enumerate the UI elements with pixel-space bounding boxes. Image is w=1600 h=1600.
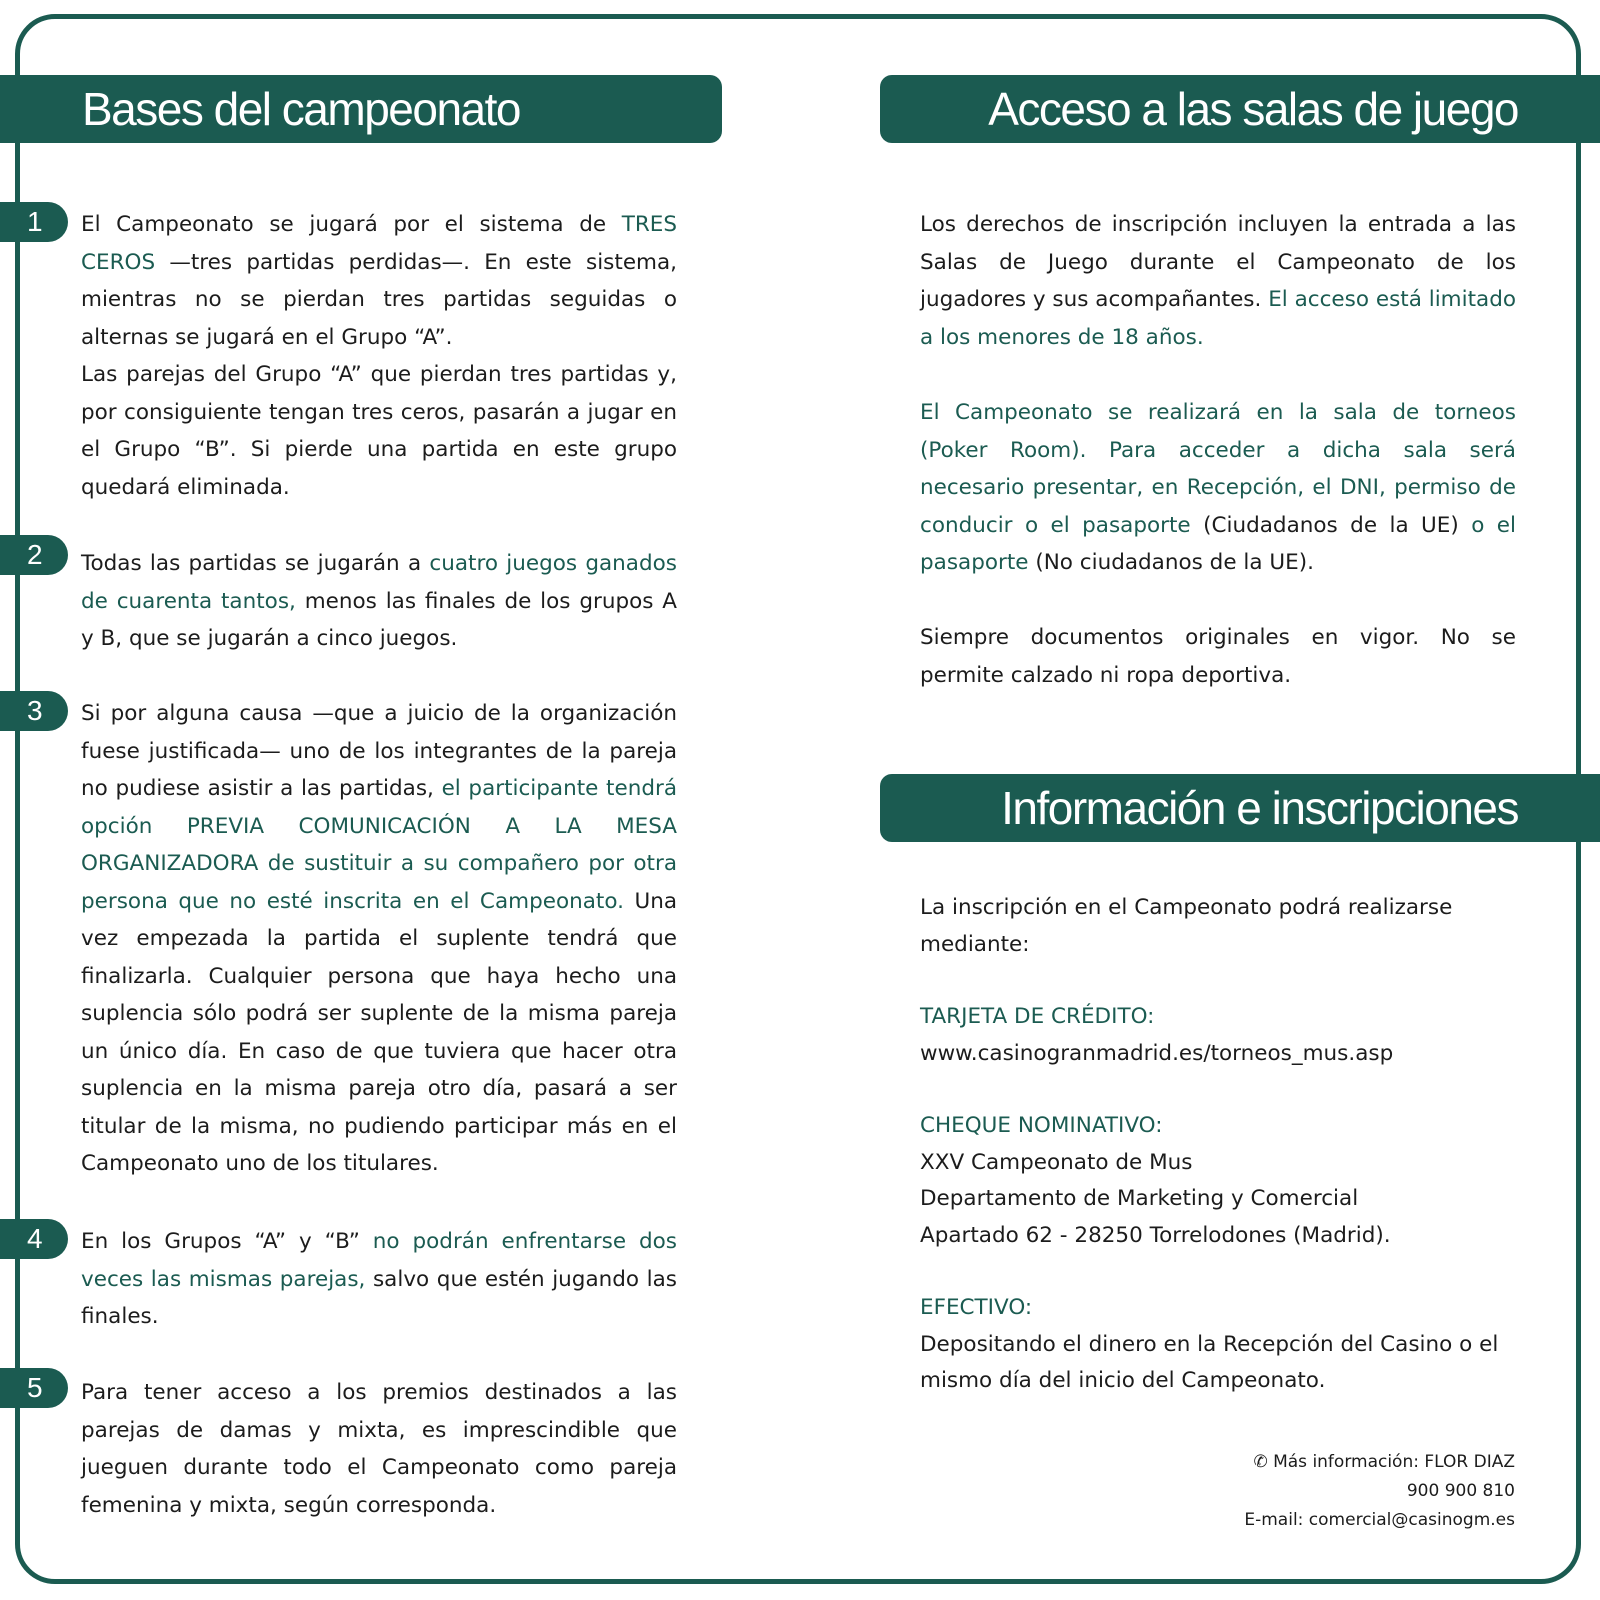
contact-name: Más información: FLOR DIAZ [1273, 1452, 1515, 1472]
bases-item-3-highlight: el participante tendrá opción PREVIA COMUNICACIÓN A LA MESA ORGANIZADORA de sustituir a su compañero por otra persona que no esté inscrita en el Campeonato. [81, 776, 677, 914]
bases-item-4-text-a: En los Grupos “A” y “B” [81, 1229, 373, 1254]
phone-icon: ✆ [1253, 1452, 1274, 1472]
bases-item-2-text-c: menos las finales de los grupos A y B, que se jugarán a cinco juegos. [81, 588, 678, 651]
bases-item-2 [81, 545, 677, 658]
cheque-line-2: Departamento de Marketing y Comercial [920, 1186, 1359, 1211]
bases-item-3-text-a: Si por alguna causa —que a juicio de la organización fuese justificada— uno de los integrantes de la pareja no pudiese asistir a las partidas, [81, 701, 677, 801]
acceso-paragraph-3 [920, 619, 1516, 694]
acceso-p3-text: Siempre documentos originales en vigor. No se permite calzado ni ropa deportiva. [920, 625, 1516, 688]
acceso-p1-highlight: El acceso está limitado a los menores de 18 años. [920, 287, 1517, 350]
bases-item-1 [81, 206, 677, 506]
info-cheque [920, 1108, 1516, 1254]
bases-item-5 [81, 1374, 677, 1524]
info-intro-text: La inscripción en el Campeonato podrá realizarse mediante: [920, 895, 1453, 957]
tarjeta-url[interactable]: www.casinogranmadrid.es/torneos_mus.asp [920, 1040, 1394, 1066]
bases-item-4-highlight: no podrán enfrentarse dos veces las mismas parejas, [81, 1229, 677, 1292]
tarjeta-label: TARJETA DE CRÉDITO: [920, 1004, 1155, 1029]
bases-item-3-text-c: Una vez empezada la partida el suplente tendrá que finalizarla. Cualquier persona que haya hecho una suplencia sólo podrá ser suplente de la misma pareja un único día. En caso de que tuviera que hacer otra suplencia en la misma pareja otro día, pasará a ser titular de la misma, no pudiendo participar más en el Campeonato uno de los titulares. [81, 888, 677, 1176]
acceso-p2-text-d: (No ciudadanos de la UE). [1028, 550, 1314, 575]
efectivo-text: Depositando el dinero en la Recepción del Casino o el mismo día del inicio del Campeonato. [920, 1331, 1499, 1393]
acceso-p2-highlight-a: El Campeonato se realizará en la sala de torneos (Poker Room). Para acceder a dicha sala será necesario presentar, en Recepción, el DNI, permiso de conducir o el pasaporte [920, 400, 1516, 538]
bases-item-1-text-c: —tres partidas perdidas—. En este sistema, mientras no se pierdan tres partidas seguidas o alternas se jugará en el Grupo “A”. [81, 249, 677, 350]
item-number-1: 1 [0, 202, 68, 242]
bases-item-1-text-a: El Campeonato se jugará por el sistema de [81, 212, 622, 237]
bases-item-4-text-c: salvo que estén jugando las finales. [81, 1266, 677, 1329]
contact-email[interactable]: E-mail: comercial@casinogm.es [1244, 1510, 1515, 1530]
efectivo-label: EFECTIVO: [920, 1295, 1033, 1320]
cheque-line-1: XXV Campeonato de Mus [920, 1149, 1193, 1175]
info-efectivo [920, 1290, 1516, 1400]
item-number-2: 2 [0, 535, 68, 575]
bases-item-2-highlight: cuatro juegos ganados de cuarenta tantos, [81, 551, 677, 614]
acceso-paragraph-2 [920, 394, 1516, 582]
bases-item-5-text: Para tener acceso a los premios destinados a las parejas de damas y mixta, es imprescindible que jueguen durante todo el Campeonato como pareja femenina y mixta, según corresponda. [81, 1380, 677, 1518]
item-number-3: 3 [0, 691, 68, 731]
bases-item-1-paragraph-1 [81, 206, 677, 356]
section-header-bases: Bases del campeonato [0, 75, 722, 143]
bases-item-1-highlight: TRES CEROS [81, 212, 677, 275]
acceso-p2-highlight-c: o el pasaporte [920, 512, 1516, 575]
section-header-acceso: Acceso a las salas de juego [880, 75, 1600, 143]
cheque-line-3: Apartado 62 - 28250 Torrelodones (Madrid). [920, 1222, 1391, 1248]
contact-phone[interactable]: 900 900 810 [1406, 1481, 1515, 1501]
item-number-4: 4 [0, 1219, 68, 1259]
info-intro [920, 890, 1516, 963]
acceso-p1-text: Los derechos de inscripción incluyen la entrada a las Salas de Juego durante el Campeonato de los jugadores y sus acompañantes. [920, 212, 1516, 312]
bases-item-2-text-a: Todas las partidas se jugarán a [81, 551, 430, 576]
info-tarjeta [920, 999, 1516, 1072]
acceso-p2-text-b: (Ciudadanos de la UE) [1190, 512, 1472, 538]
bases-item-3 [81, 695, 677, 1183]
bases-item-1-paragraph-2: Las parejas del Grupo “A” que pierdan tres partidas y, por consiguiente tengan tres ceros, pasarán a jugar en el Grupo “B”. Si pierde una partida en este grupo quedará eliminada. [81, 362, 677, 500]
acceso-paragraph-1 [920, 206, 1516, 356]
contact-line [1244, 1448, 1515, 1477]
contact-info [1244, 1448, 1515, 1535]
item-number-5: 5 [0, 1368, 68, 1408]
section-header-informacion: Información e inscripciones [880, 774, 1600, 842]
cheque-label: CHEQUE NOMINATIVO: [920, 1113, 1163, 1138]
bases-item-4 [81, 1223, 677, 1336]
